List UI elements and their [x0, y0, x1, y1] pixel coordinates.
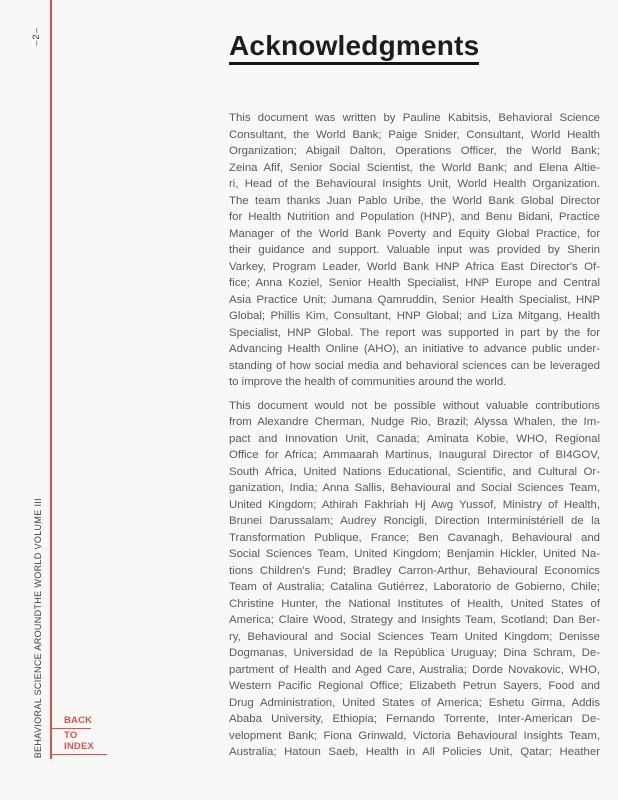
back-to-index-line1[interactable]: BACK [50, 715, 91, 729]
text-line: pact and Innovation Unit, Canada; Aminata Kobie, WHO, Regional [229, 432, 600, 445]
text-line: Varkey, Program Leader, World Bank HNP Africa East Director's Of- [229, 260, 600, 273]
text-line: Dogmanas, Universidad de la República Uruguay; Dina Schram, De- [229, 647, 600, 660]
text-line: tions Children's Fund; Bradley Carron-Arthur, Behavioural Economics [229, 564, 600, 577]
text-line: their guidance and support. Valuable input was provided by Sherin [229, 244, 600, 257]
text-line: South Africa, United Nations Educational, Scientific, and Cultural Or- [229, 465, 600, 478]
text-line: partment of Health and Aged Care, Australia; Dorde Novakovic, WHO, [229, 663, 600, 676]
back-to-index-link[interactable] [50, 715, 107, 755]
text-line: Global; Phillis Kim, Consultant, HNP Global; and Liza Mitgang, Health [229, 310, 600, 323]
text-line: America; Claire Wood, Strategy and Insights Team, Scotland; Dan Ber- [229, 614, 600, 627]
page-title: Acknowledgments [229, 31, 479, 65]
text-line: Specialist, HNP Global. The report was supported in part by the for [229, 326, 600, 339]
text-line: fice; Anna Koziel, Senior Health Specialist, HNP Europe and Central [229, 277, 600, 290]
margin-rule-line [50, 0, 52, 759]
acknowledgments-paragraph-1 [229, 110, 600, 391]
text-line: Transformation Publique, France; Ben Cavanagh, Behavioural and [229, 531, 600, 544]
text-line: Organization; Abigail Dalton, Operations Officer, the World Bank; [229, 145, 600, 158]
main-content [229, 0, 600, 761]
text-line: ry, Behavioural and Social Sciences Team United Kingdom; Denisse [229, 630, 600, 643]
text-line: Social Sciences Team, United Kingdom; Benjamin Hickler, United Na- [229, 548, 600, 561]
text-line: from Alexandre Cherman, Nudge Rio, Brazil; Alyssa Whalen, the Im- [229, 416, 600, 429]
text-line: Advancing Health Online (AHO), an initiative to advance public under- [229, 343, 600, 356]
acknowledgments-paragraph-2 [229, 398, 600, 761]
text-line: United Kingdom; Athirah Fakhriah Hj Awg Yussof, Ministry of Health, [229, 498, 600, 511]
back-to-index-line2[interactable]: TO INDEX [50, 730, 107, 755]
text-line: Zeina Afif, Senior Social Scientist, the World Bank; and Elena Altie- [229, 161, 600, 174]
text-line: The team thanks Juan Pablo Uribe, the World Bank Global Director [229, 194, 600, 207]
text-line: Team of Australia; Catalina Gutiérrez, Laboratorio de Gobierno, Chile; [229, 581, 600, 594]
text-line: standing of how social media and behavioral sciences can be leveraged [229, 359, 600, 372]
text-line: to improve the health of communities around the world. [229, 376, 507, 389]
text-line: Drug Administration, United States of America; Eshetu Girma, Addis [229, 696, 600, 709]
book-title-vertical: BEHAVIORAL SCIENCE AROUNDTHE WORLD VOLUME III [33, 497, 43, 758]
text-line: Brunei Darussalam; Audrey Roncigli, Direction Interministériell de la [229, 515, 600, 528]
text-line: ri, Head of the Behavioural Insights Unit, World Health Organization. [229, 178, 600, 191]
text-line: This document was written by Pauline Kabitsis, Behavioral Science [229, 112, 600, 125]
text-line: Ababa University, Ethiopia; Fernando Torrente, Inter-American De- [229, 713, 600, 726]
text-line: Office for Africa; Ammaarah Martinus, Inaugural Director of BI4GOV, [229, 449, 600, 462]
page-number: –2– [31, 27, 42, 46]
text-line: Western Pacific Regional Office; Elizabeth Petrun Sayers, Food and [229, 680, 600, 693]
text-line: Asia Practice Unit; Jumana Qamruddin, Senior Health Specialist, HNP [229, 293, 600, 306]
text-line: for Health Nutrition and Population (HNP), and Benu Bidani, Practice [229, 211, 600, 224]
text-line: Manager of the World Bank Poverty and Equity Global Practice, for [229, 227, 600, 240]
text-line: This document would not be possible without valuable contributions [229, 399, 600, 412]
text-line: velopment Bank; Fiona Grinwald, Victoria Behavioural Insights Team, [229, 729, 600, 742]
text-line: Consultant, the World Bank; Paige Snider, Consultant, World Health [229, 128, 600, 141]
text-line: Christine Hunter, the National Institutes of Health, United States of [229, 597, 600, 610]
text-line: ganization, India; Anna Sallis, Behavioural and Social Sciences Team, [229, 482, 600, 495]
text-line: Australia; Hatoun Saeb, Health in All Policies Unit, Qatar; Heather [229, 746, 600, 759]
